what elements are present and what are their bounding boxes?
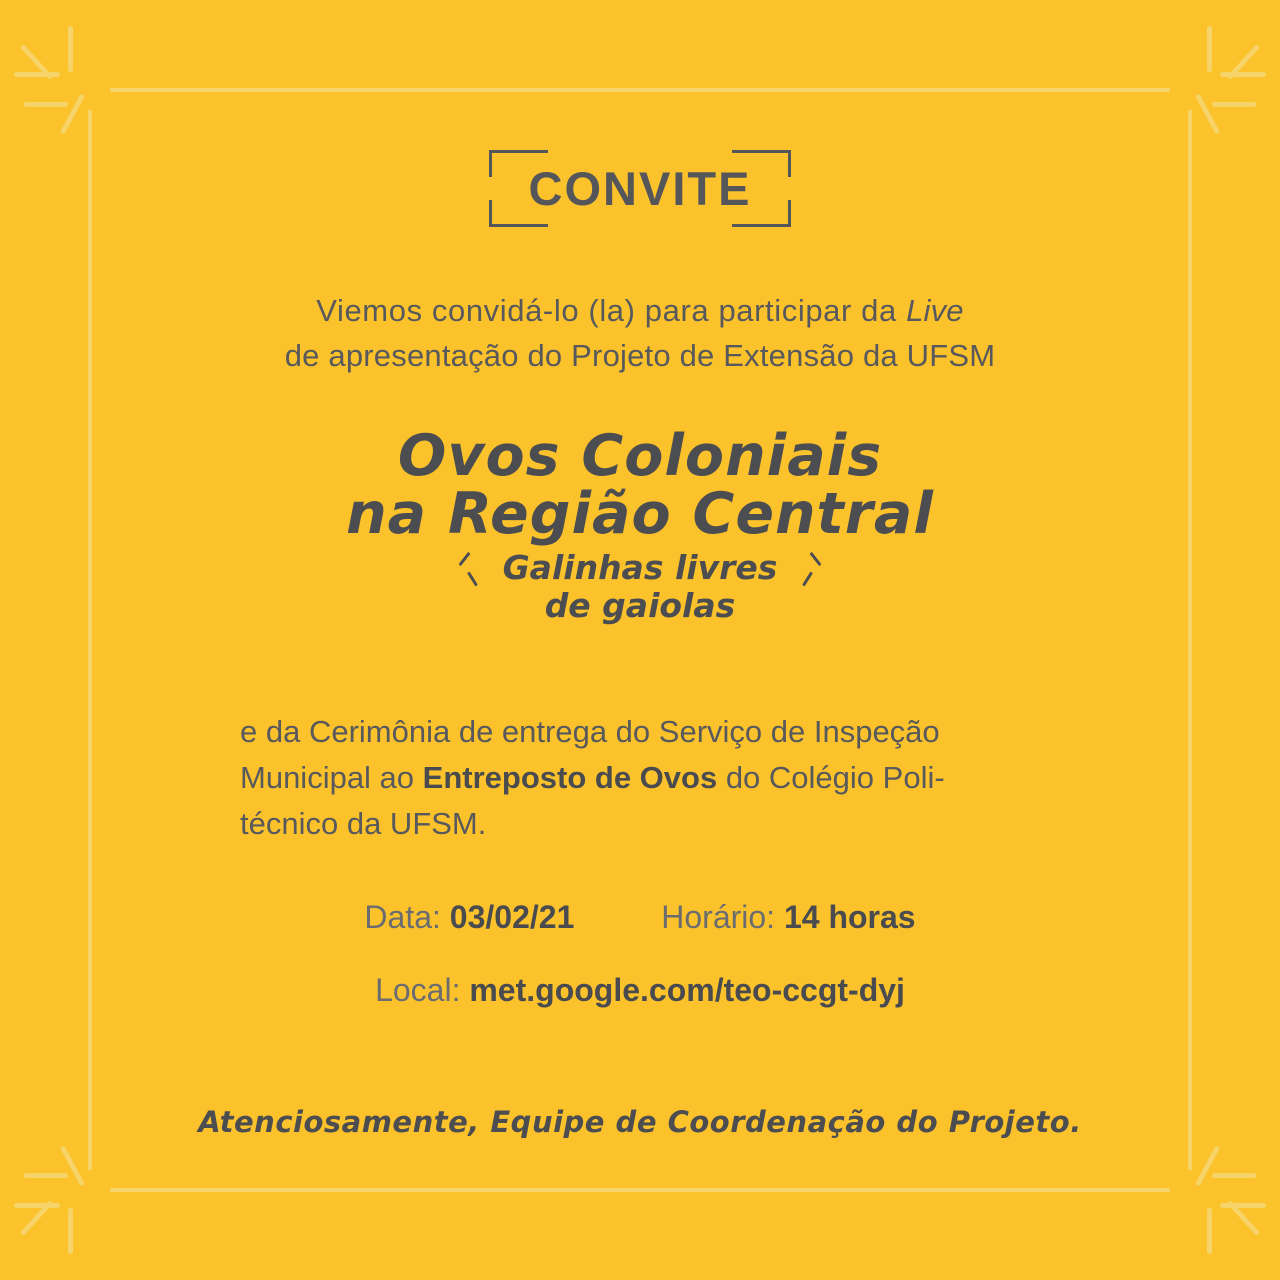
corner-rays-top-left [10,10,150,150]
signature-text: Atenciosamente, Equipe de Coordenação do Projeto. [198,1104,1082,1139]
frame-line-top [110,88,1170,92]
intro-line2-text: de apresentação do Projeto de Extensão da UFSM [284,338,996,374]
project-subtitle-line1: Galinhas livres [502,548,778,588]
corner-rays-top-right [1130,10,1270,150]
corner-rays-bottom-right [1130,1130,1270,1270]
time-label: Horário: [661,898,776,935]
intro-paragraph [0,289,1280,379]
place-label: Local: [375,971,461,1008]
frame-line-bottom [110,1188,1170,1192]
project-title-line2: na Região Central [346,481,934,548]
project-script-title [0,423,1280,548]
intro-line1-text: Viemos convidá-lo (la) para participar da [316,293,907,329]
flourish-tick-icon-4 [802,572,813,587]
body-part2: do Colégio Poli-técnico da UFSM. [240,760,945,842]
intro-live-emphasis: Live [906,293,964,329]
body-paragraph [240,709,1040,847]
corner-rays-bottom-left [10,1130,150,1270]
invitation-content [0,140,1280,1139]
body-highlight: Entreposto de Ovos [422,760,718,796]
bracket-bottom-left-icon [489,200,548,227]
body-part1: e da Cerimônia de entrega do Serviço de Inspeção Municipal ao [240,714,940,796]
bracket-bottom-right-icon [732,200,791,227]
title-bracket-frame [489,150,792,227]
flourish-tick-icon-1 [458,552,470,566]
time-value: 14 horas [783,898,916,935]
project-subtitle-line2: de gaiolas [544,586,736,626]
flourish-tick-icon-3 [810,552,822,566]
place-value-link[interactable]: met.google.com/teo-ccgt-dyj [469,971,905,1008]
project-title-line1: Ovos Coloniais [397,423,883,490]
bracket-top-left-icon [489,150,548,177]
event-date [364,899,574,936]
event-time [661,899,915,936]
event-location [0,972,1280,1009]
date-label: Data: [364,898,441,935]
date-value: 03/02/21 [449,898,575,935]
page-title: CONVITE [528,162,752,215]
project-subtitle [457,549,824,625]
flourish-tick-icon-2 [467,572,478,587]
bracket-top-right-icon [732,150,791,177]
event-details [0,899,1280,936]
